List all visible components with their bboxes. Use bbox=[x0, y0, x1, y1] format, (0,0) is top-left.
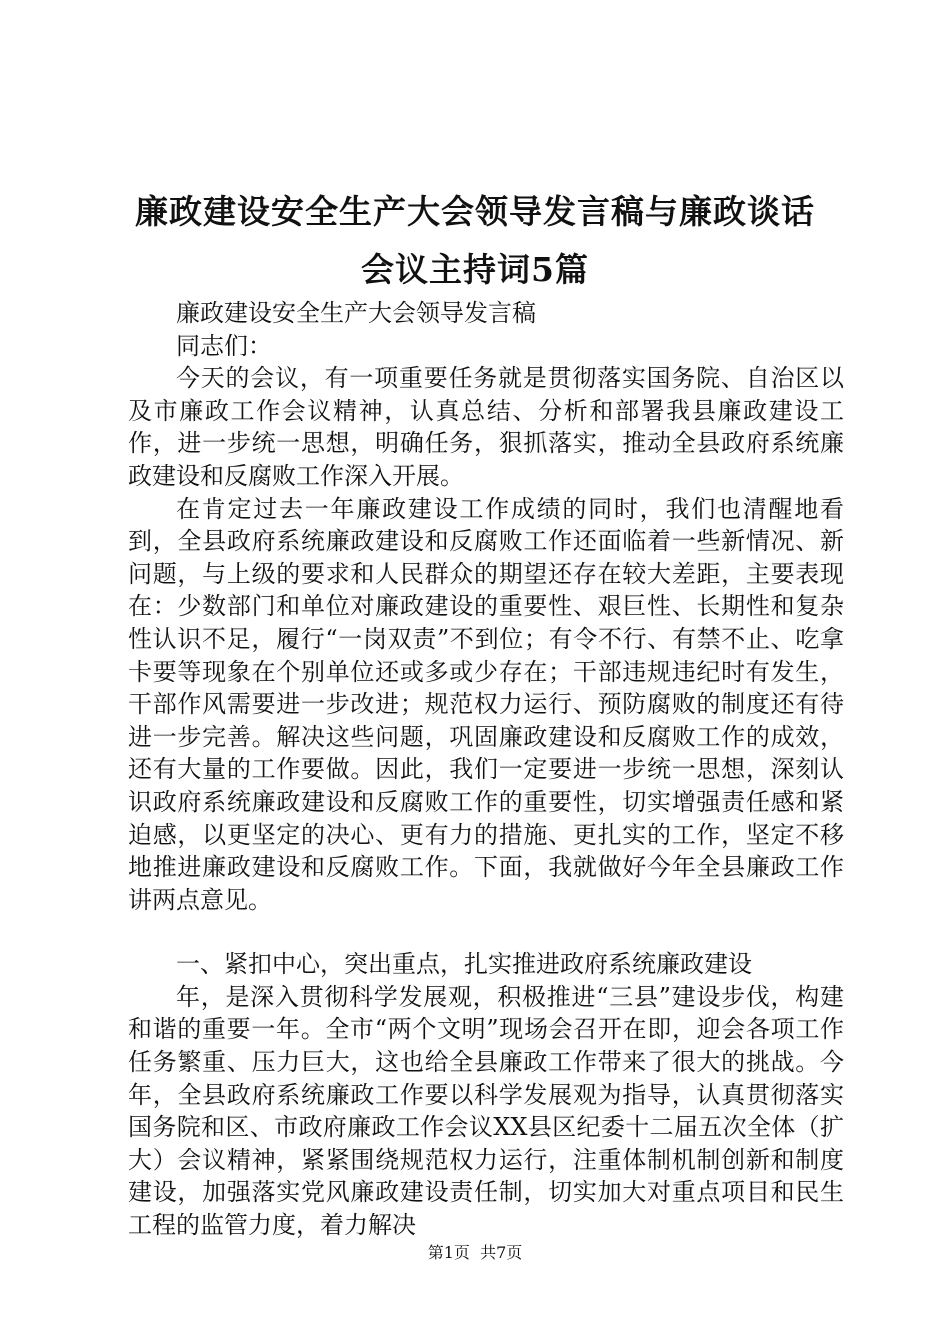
body-paragraph: 年，是深入贯彻科学发展观，积极推进“三县”建设步伐，构建和谐的重要一年。全市“两个文明”现场会召开在即，迎会各项工作任务繁重、压力巨大，这也给全县廉政工作带来了很大的挑战。今年，全县政府系统廉政工作要以科学发展观为指导，认真贯彻落实国务院和区、市政府廉政工作会议XX县区纪委十二届五次全体（扩大）会议精神，紧紧围绕规范权力运行，注重体制机制创新和制度建设，加强落实党风廉政建设责任制，切实加大对重点项目和民生工程的监管力度，着力解决 bbox=[128, 982, 844, 1240]
body-paragraph: 今天的会议，有一项重要任务就是贯彻落实国务院、自治区以及市廉政工作会议精神，认真总结、分析和部署我县廉政建设工作，进一步统一思想，明确任务，狠抓落实，推动全县政府系统廉政建设和反腐败工作深入开展。 bbox=[128, 364, 844, 490]
document-title-line-1: 廉政建设安全生产大会领导发言稿与廉政谈话 bbox=[135, 192, 815, 231]
document-body bbox=[128, 297, 844, 1242]
document-title-line-2: 会议主持词5篇 bbox=[361, 250, 589, 289]
page-footer bbox=[0, 1242, 950, 1264]
body-paragraph: 在肯定过去一年廉政建设工作成绩的同时，我们也清醒地看到，全县政府系统廉政建设和反腐败工作还面临着一些新情况、新问题，与上级的要求和人民群众的期望还存在较大差距，主要表现在：少数部门和单位对廉政建设的重要性、艰巨性、长期性和复杂性认识不足，履行“一岗双责”不到位；有令不行、有禁不止、吃拿卡要等现象在个别单位还或多或少存在；干部违规违纪时有发生，干部作风需要进一步改进；规范权力运行、预防腐败的制度还有待进一步完善。解决这些问题，巩固廉政建设和反腐败工作的成效，还有大量的工作要做。因此，我们一定要进一步统一思想，深刻认识政府系统廉政建设和反腐败工作的重要性，切实增强责任感和紧迫感，以更坚定的决心、更有力的措施、更扎实的工作，坚定不移地推进廉政建设和反腐败工作。下面，我就做好今年全县廉政工作讲两点意见。 bbox=[128, 494, 844, 914]
page-number-label: 第1页 共7页 bbox=[427, 1243, 523, 1262]
section-heading: 一、紧扣中心，突出重点，扎实推进政府系统廉政建设 bbox=[176, 950, 752, 979]
salutation: 同志们： bbox=[176, 331, 272, 360]
speech-heading: 廉政建设安全生产大会领导发言稿 bbox=[176, 299, 536, 327]
